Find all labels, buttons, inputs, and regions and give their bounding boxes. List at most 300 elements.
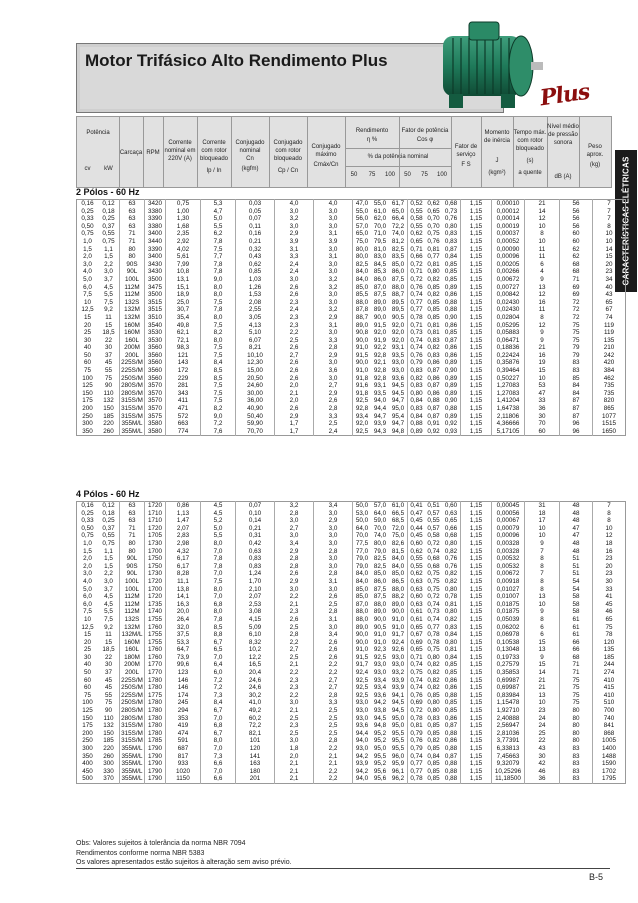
table-cell: 87,0 [373, 283, 387, 291]
table-cell: 0,89 [444, 283, 458, 291]
table-cell: 2,6 [275, 344, 314, 352]
table-cell: 0,47 [408, 510, 426, 518]
table-cell: 200M [120, 661, 145, 669]
table-cell: 83 [560, 775, 593, 783]
table-cell: 8 [525, 616, 560, 624]
table-cell: 8 [525, 578, 560, 586]
table-cell: 94,5 [391, 389, 405, 397]
table-cell: 9 [525, 608, 560, 616]
table-cell: 2,8 [314, 737, 353, 745]
table-cell: 3,3 [275, 253, 314, 261]
table-cell: 2,5 [275, 624, 314, 632]
table-cell: 90,0 [353, 631, 372, 639]
table-cell: 2,9 [314, 390, 353, 398]
table-cell: 0,65 [427, 207, 440, 215]
table-cell: 0,91 [427, 420, 440, 428]
table-cell: 2,1 [275, 707, 314, 715]
table-cell: 0,85 [444, 669, 458, 677]
table-cell: 132 [103, 722, 114, 730]
table-cell: 225S/M [121, 367, 143, 375]
table-cell: 92,5 [353, 397, 372, 405]
table-cell: 84,0 [353, 578, 372, 586]
table-cell: 0,82 [408, 375, 426, 383]
table-cell: 62 [560, 246, 593, 254]
table-cell: 5,5 [201, 532, 236, 540]
table-cell: 3,0 [314, 532, 353, 540]
table-cell: 0,58 [408, 215, 426, 223]
table-cell: 3,0 [104, 577, 113, 585]
table-cell: 160L [120, 337, 145, 345]
table-cell: 3510 [145, 314, 166, 322]
table-cell: 2,6 [275, 616, 314, 624]
side-tab-label: CARACTERÍSTICAS ELÉTRICAS [621, 156, 631, 286]
table-cell: 0,77 [408, 760, 426, 768]
table-cell: 0,00842 [492, 291, 525, 299]
table-cell: 868 [593, 730, 626, 738]
table-cell: 59,90 [236, 420, 275, 428]
table-cell: 0,88 [408, 420, 426, 428]
table-cell: 0,74 [427, 600, 440, 608]
table-cell: 92,0 [391, 329, 405, 337]
table-cell: 0,80 [427, 653, 440, 661]
header-fs: F S [461, 162, 471, 168]
table-cell: 32,0 [166, 624, 201, 632]
table-cell: 3,77391 [492, 737, 525, 745]
table-cell: 0,81 [427, 245, 440, 253]
table-cell: 83 [560, 753, 593, 761]
table-cell: 1770 [145, 661, 166, 669]
table-cell: 6,8 [201, 722, 236, 730]
table-cell: 2,5 [314, 420, 353, 428]
table-cell: 0,18 [102, 207, 115, 215]
table-cell: 7,5 [201, 344, 236, 352]
table-cell: 61 [560, 624, 593, 632]
table-cell: 30 [104, 661, 112, 669]
table-cell: 91,0 [353, 367, 372, 375]
table-cell: 90 [104, 382, 112, 390]
table-cell: 2,3 [275, 722, 314, 730]
table-cell: 4,5 [104, 593, 113, 601]
table-cell: 2,81036 [492, 730, 525, 738]
table-cell: 112M [120, 608, 145, 616]
table-cell: 0,55 [102, 532, 115, 540]
table-cell: 3,0 [275, 737, 314, 745]
table-cell: 6 [525, 261, 560, 269]
table-cell: 88,0 [373, 600, 387, 608]
table-cell: 0,05 [236, 208, 275, 216]
table-cell: 0,02804 [492, 314, 525, 322]
table-cell: 33 [593, 586, 626, 594]
table-cell: 12 [525, 322, 560, 330]
table-row [77, 428, 626, 436]
table-row [77, 601, 626, 609]
header-kw: kW [104, 166, 113, 172]
table-cell: 4 [525, 268, 560, 276]
table-cell: 79,0 [373, 547, 387, 555]
table-cell: 25 [83, 329, 91, 337]
table-cell: 36 [525, 775, 560, 783]
table-cell: 3,1 [314, 230, 353, 238]
table-cell: 16,5 [236, 661, 275, 669]
table-cell: 0,85 [427, 760, 440, 768]
table-cell: 2,4 [275, 306, 314, 314]
table-cell: 355M/L [121, 767, 143, 775]
table-cell: 1700 [145, 586, 166, 594]
table-4-poles [76, 501, 626, 784]
table-cell: 0,85 [444, 260, 458, 268]
table-cell: 91,5 [353, 654, 372, 662]
table-cell: 100 [82, 374, 93, 382]
table-cell: 2,2 [314, 775, 353, 783]
table-cell: 0,00727 [492, 284, 525, 292]
table-cell: 55,0 [353, 208, 372, 216]
table-cell: 18 [593, 540, 626, 548]
table-cell: 3,0 [314, 246, 353, 254]
table-cell: 0,00096 [492, 532, 525, 540]
table-cell: 11 [105, 631, 112, 639]
header-conj-nominal: Conjugado nominal [235, 140, 265, 154]
table-cell: 92,5 [353, 428, 372, 436]
table-cell: 315S/M [121, 405, 143, 413]
table-cell: 0,89 [444, 382, 458, 390]
table-cell: 1780 [145, 684, 166, 692]
section-2-poles-title: 2 Pólos - 60 Hz [76, 187, 140, 197]
table-cell: 2,1 [275, 775, 314, 783]
table-cell: 54 [560, 578, 593, 586]
table-cell: 7,5 [201, 397, 236, 405]
table-cell: 4,5 [201, 510, 236, 518]
table-cell: 10,8 [166, 268, 201, 276]
table-cell: 0,76 [408, 692, 426, 700]
table-cell: 3,2 [275, 215, 314, 223]
table-cell: 8,32 [236, 639, 275, 647]
table-cell: 3,0 [275, 276, 314, 284]
table-cell: 2,9 [275, 578, 314, 586]
table-cell: 63 [120, 223, 145, 231]
header-cos: Cos φ [416, 137, 434, 143]
table-cell: 0,00328 [492, 540, 525, 548]
table-cell: 94,8 [373, 722, 387, 730]
table-cell: 57,0 [353, 223, 372, 231]
table-cell: 123 [166, 669, 201, 677]
table-cell: 0,77 [408, 306, 426, 314]
table-cell: 0,71 [408, 654, 426, 662]
table-cell: 0,06978 [492, 631, 525, 639]
table-cell: 0,42 [236, 540, 275, 548]
table-cell: 125 [82, 382, 93, 390]
table-cell: 70,0 [373, 524, 387, 532]
table-cell: 0,63 [408, 601, 426, 609]
table-cell: 60,2 [236, 715, 275, 723]
table-cell: 61,0 [373, 207, 387, 215]
table-cell: 4,7 [201, 208, 236, 216]
table-cell: 10 [525, 525, 560, 533]
table-cell: 5,0 [201, 525, 236, 533]
table-cell: 20 [83, 638, 91, 646]
table-cell: 0,74 [408, 661, 426, 669]
table-cell: 1,70 [236, 578, 275, 586]
table-cell: 0,74 [427, 615, 440, 623]
table-cell: 36 [525, 405, 560, 413]
table-cell: 93,4 [373, 676, 387, 684]
table-cell: 315S/M [121, 737, 143, 745]
table-cell: 33 [525, 397, 560, 405]
table-cell: 95,2 [373, 737, 387, 745]
table-cell: 2,55 [236, 306, 275, 314]
table-cell: 5,2 [201, 517, 236, 525]
table-cell: 160M [120, 639, 145, 647]
table-row [77, 753, 626, 761]
table-cell: 1780 [145, 722, 166, 730]
table-cell: 300 [82, 420, 93, 428]
table-cell: 18,5 [102, 329, 115, 337]
table-cell: 50 [83, 351, 91, 359]
table-cell: 1515 [593, 420, 626, 428]
table-cell: 94,5 [391, 382, 405, 390]
table-cell: 0,85 [444, 268, 458, 276]
table-cell: 0,01875 [492, 608, 525, 616]
table-row [77, 775, 626, 783]
table-cell: 175 [82, 397, 93, 405]
table-cell: 63 [120, 517, 145, 525]
table-cell: 90,0 [353, 337, 372, 345]
table-cell: 2,9 [314, 314, 353, 322]
table-cell: 18 [525, 510, 560, 518]
table-cell: 93,8 [373, 707, 387, 715]
table-cell: 1,15 [461, 291, 492, 299]
table-cell: 3,2 [275, 502, 314, 510]
table-cell: 0,50 [81, 524, 94, 532]
table-cell: 0,18836 [492, 344, 525, 352]
table-row [77, 246, 626, 254]
table-cell: 71 [120, 532, 145, 540]
table-cell: 7,8 [201, 306, 236, 314]
table-cell: 20 [83, 321, 91, 329]
table-cell: 93,1 [391, 344, 405, 352]
table-cell: 0,01007 [492, 593, 525, 601]
table-cell: 1,15 [461, 276, 492, 284]
table-cell: 3,0 [275, 208, 314, 216]
table-cell: 2,2 [275, 593, 314, 601]
table-cell: 93,6 [373, 691, 387, 699]
table-cell: 2,40888 [492, 715, 525, 723]
table-cell: 0,00019 [492, 223, 525, 231]
table-cell: 93,0 [353, 699, 372, 707]
table-cell: 5,0 [201, 215, 236, 223]
table-cell: 1,15 [461, 367, 492, 375]
table-cell: 47 [525, 390, 560, 398]
table-cell: 0,67 [408, 631, 426, 639]
table-cell: 0,75 [408, 669, 426, 677]
table-cell: 2,83 [166, 532, 201, 540]
table-cell: 82,5 [373, 555, 387, 563]
table-cell: 34 [593, 276, 626, 284]
table-cell: 93,9 [391, 684, 405, 692]
table-cell: 3,0 [275, 586, 314, 594]
table-cell: 260 [103, 752, 114, 760]
table-cell: 2,1 [275, 768, 314, 776]
table-cell: 0,87 [427, 382, 440, 390]
header-kgm2: (kgm²) [488, 170, 506, 176]
table-cell: 93,9 [373, 420, 387, 428]
table-cell: 245 [166, 699, 201, 707]
table-cell: 7,8 [201, 268, 236, 276]
table-cell: 15 [525, 661, 560, 669]
table-cell: 250 [82, 737, 93, 745]
table-cell: 7,0 [201, 654, 236, 662]
table-cell: 63 [120, 208, 145, 216]
table-cell: 1,15 [461, 570, 492, 578]
table-cell: 2,6 [314, 646, 353, 654]
table-cell: 2,2 [314, 669, 353, 677]
table-cell: 1,15 [461, 715, 492, 723]
table-cell: 2,9 [314, 352, 353, 360]
table-cell: 1,7 [275, 428, 314, 436]
table-cell: 85,5 [353, 291, 372, 299]
table-cell: 0,41 [408, 502, 426, 510]
table-cell: 72 [560, 306, 593, 314]
table-cell: 1790 [145, 775, 166, 783]
table-cell: 80,0 [353, 253, 372, 261]
table-row [77, 692, 626, 700]
table-cell: 462 [593, 375, 626, 383]
table-cell: 8,0 [201, 284, 236, 292]
table-cell: 1077 [593, 413, 626, 421]
table-cell: 0,82 [427, 291, 440, 299]
table-cell: 2,92 [166, 238, 201, 246]
table-cell: 11,18500 [492, 775, 525, 783]
table-cell: 2,1 [275, 601, 314, 609]
table-cell: 75 [560, 337, 593, 345]
table-cell: 75 [560, 322, 593, 330]
table-cell: 2,7 [275, 525, 314, 533]
table-cell: 0,57 [427, 524, 440, 532]
table-cell: 35,4 [166, 314, 201, 322]
table-cell: 2,6 [275, 284, 314, 292]
table-cell: 2,2 [275, 692, 314, 700]
table-cell: 1,15 [461, 722, 492, 730]
table-cell: 163 [236, 760, 275, 768]
table-cell: 48 [560, 502, 593, 510]
table-cell: 31 [525, 502, 560, 510]
table-cell: 0,88 [444, 767, 458, 775]
table-cell: 95,6 [373, 767, 387, 775]
table-cell: 8,0 [201, 291, 236, 299]
table-cell: 94,2 [353, 753, 372, 761]
table-cell: 415 [593, 684, 626, 692]
header-rendimento: Rendimento [355, 128, 389, 134]
table-cell: 95,2 [373, 729, 387, 737]
table-cell: 45 [104, 684, 112, 692]
table-cell: 50,0 [353, 517, 372, 525]
table-cell: 244 [593, 661, 626, 669]
table-cell: 16 [593, 548, 626, 556]
table-cell: 45 [104, 676, 112, 684]
table-cell: 2,2 [314, 745, 353, 753]
table-cell: 3,0 [314, 299, 353, 307]
table-cell: 6,6 [201, 760, 236, 768]
table-cell: 7,8 [201, 616, 236, 624]
table-cell: 0,12 [102, 200, 115, 207]
table-cell: 7 [593, 200, 626, 208]
table-cell: 1,15 [461, 601, 492, 609]
table-cell: 0,75 [102, 539, 115, 547]
table-cell: 3,0 [314, 329, 353, 337]
table-cell: 0,63 [444, 509, 458, 517]
table-row [77, 208, 626, 216]
table-cell: 80 [120, 246, 145, 254]
table-cell: 0,82 [444, 615, 458, 623]
table-cell: 8 [593, 223, 626, 231]
table-cell: 2,3 [275, 322, 314, 330]
table-cell: 8,2 [201, 329, 236, 337]
table-cell: 2,2 [104, 260, 113, 268]
table-cell: 3580 [145, 420, 166, 428]
table-cell: 93,0 [391, 367, 405, 375]
table-cell: 280S/M [121, 382, 143, 390]
table-cell: 10 [525, 375, 560, 383]
table-row [77, 397, 626, 405]
table-cell: 68 [560, 654, 593, 662]
table-cell: 3380 [145, 208, 166, 216]
table-cell: 93,0 [391, 653, 405, 661]
table-cell: 0,00010 [492, 200, 525, 208]
table-cell: 46 [593, 608, 626, 616]
table-cell: 3560 [145, 367, 166, 375]
table-cell: 0,60 [444, 502, 458, 509]
table-cell: 0,92 [427, 427, 440, 435]
table-cell: 3,2 [314, 306, 353, 314]
table-cell: 93,1 [373, 382, 387, 390]
table-cell: 0,80 [427, 707, 440, 715]
table-cell: 0,31 [236, 532, 275, 540]
table-cell: 0,00918 [492, 578, 525, 586]
table-cell: 95,5 [391, 737, 405, 745]
table-cell: 7,5 [201, 299, 236, 307]
table-cell: 85,0 [353, 586, 372, 594]
table-cell: 3,3 [314, 413, 353, 421]
table-cell: 75,0 [353, 238, 372, 246]
table-cell: 1,13 [166, 510, 201, 518]
table-cell: 174 [166, 692, 201, 700]
table-cell: 0,05883 [492, 329, 525, 337]
table-cell: 2,56947 [492, 722, 525, 730]
header-s: (s) [526, 158, 534, 164]
table-cell: 79 [560, 344, 593, 352]
table-cell: 8 [525, 586, 560, 594]
table-cell: 11 [105, 313, 112, 321]
table-cell: 0,89 [444, 389, 458, 397]
table-cell: 89,0 [373, 306, 387, 314]
table-cell: 7,8 [201, 555, 236, 563]
table-cell: 90 [104, 707, 112, 715]
table-cell: 1,1 [104, 245, 113, 253]
table-cell: 48 [560, 510, 593, 518]
table-cell: 50 [83, 669, 91, 677]
table-cell: 0,69987 [492, 677, 525, 685]
table-cell: 0,81 [444, 646, 458, 654]
table-cell: 82,5 [391, 245, 405, 253]
table-row [77, 291, 626, 299]
table-cell: 419 [166, 722, 201, 730]
table-cell: 0,86 [427, 359, 440, 367]
table-cell: 15 [525, 639, 560, 647]
table-cell: 3560 [145, 344, 166, 352]
table-cell: 80 [560, 715, 593, 723]
table-cell: 80 [560, 707, 593, 715]
table-cell: 79,0 [353, 563, 372, 571]
table-cell: 13 [525, 593, 560, 601]
